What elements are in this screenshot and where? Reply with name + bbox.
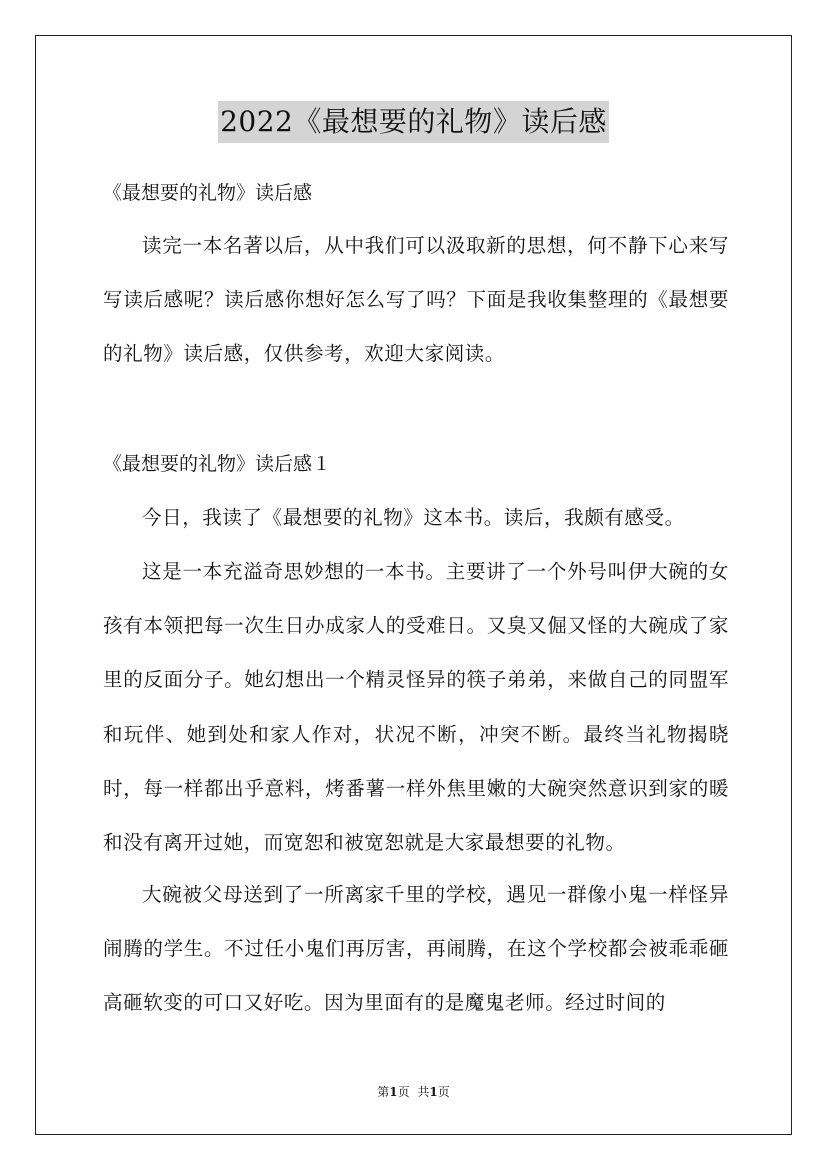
- page-title: 2022《最想要的礼物》读后感: [218, 101, 609, 143]
- total-prefix: 共: [417, 1085, 430, 1099]
- section-heading: 《最想要的礼物》读后感１: [103, 453, 332, 475]
- title-container: [0, 101, 827, 143]
- body-paragraph-1: 今日，我读了《最想要的礼物》这本书。读后，我颇有感受。: [142, 506, 685, 529]
- intro-paragraph: 读完一本名著以后，从中我们可以汲取新的思想，何不静下心来写写读后感呢？读后感你想好怎么写了吗？下面是我收集整理的《最想要的礼物》读后感，仅供参考，欢迎大家阅读。: [103, 234, 729, 366]
- total-suffix: 页: [437, 1085, 450, 1099]
- page-footer: [0, 1084, 827, 1100]
- body-paragraph-3: 大碗被父母送到了一所离家千里的学校，遇见一群像小鬼一样怪异闹腾的学生。不过任小鬼们再厉害，再闹腾，在这个学校都会被乖乖砸高砸软变的可口又好吃。因为里面有的是魔鬼老师。经过时间的: [103, 883, 729, 1015]
- document-subtitle: 《最想要的礼物》读后感: [103, 182, 313, 204]
- total-pages: 1: [429, 1085, 438, 1099]
- page-number: 1: [389, 1085, 398, 1099]
- page-prefix: 第: [377, 1085, 390, 1099]
- body-paragraph-2: 这是一本充溢奇思妙想的一本书。主要讲了一个外号叫伊大碗的女孩有本领把每一次生日办成家人的受难日。又臭又倔又怪的大碗成了家里的反面分子。她幻想出一个精灵怪异的筷子弟弟，来做自己的同盟军和玩伴、她到处和家人作对，状况不断，冲突不断。最终当礼物揭晓时，每一样都出乎意料，烤番薯一样外焦里嫩的大碗突然意识到家的暖和没有离开过她，而宽恕和被宽恕就是大家最想要的礼物。: [103, 560, 729, 855]
- page-suffix: 页: [397, 1085, 410, 1099]
